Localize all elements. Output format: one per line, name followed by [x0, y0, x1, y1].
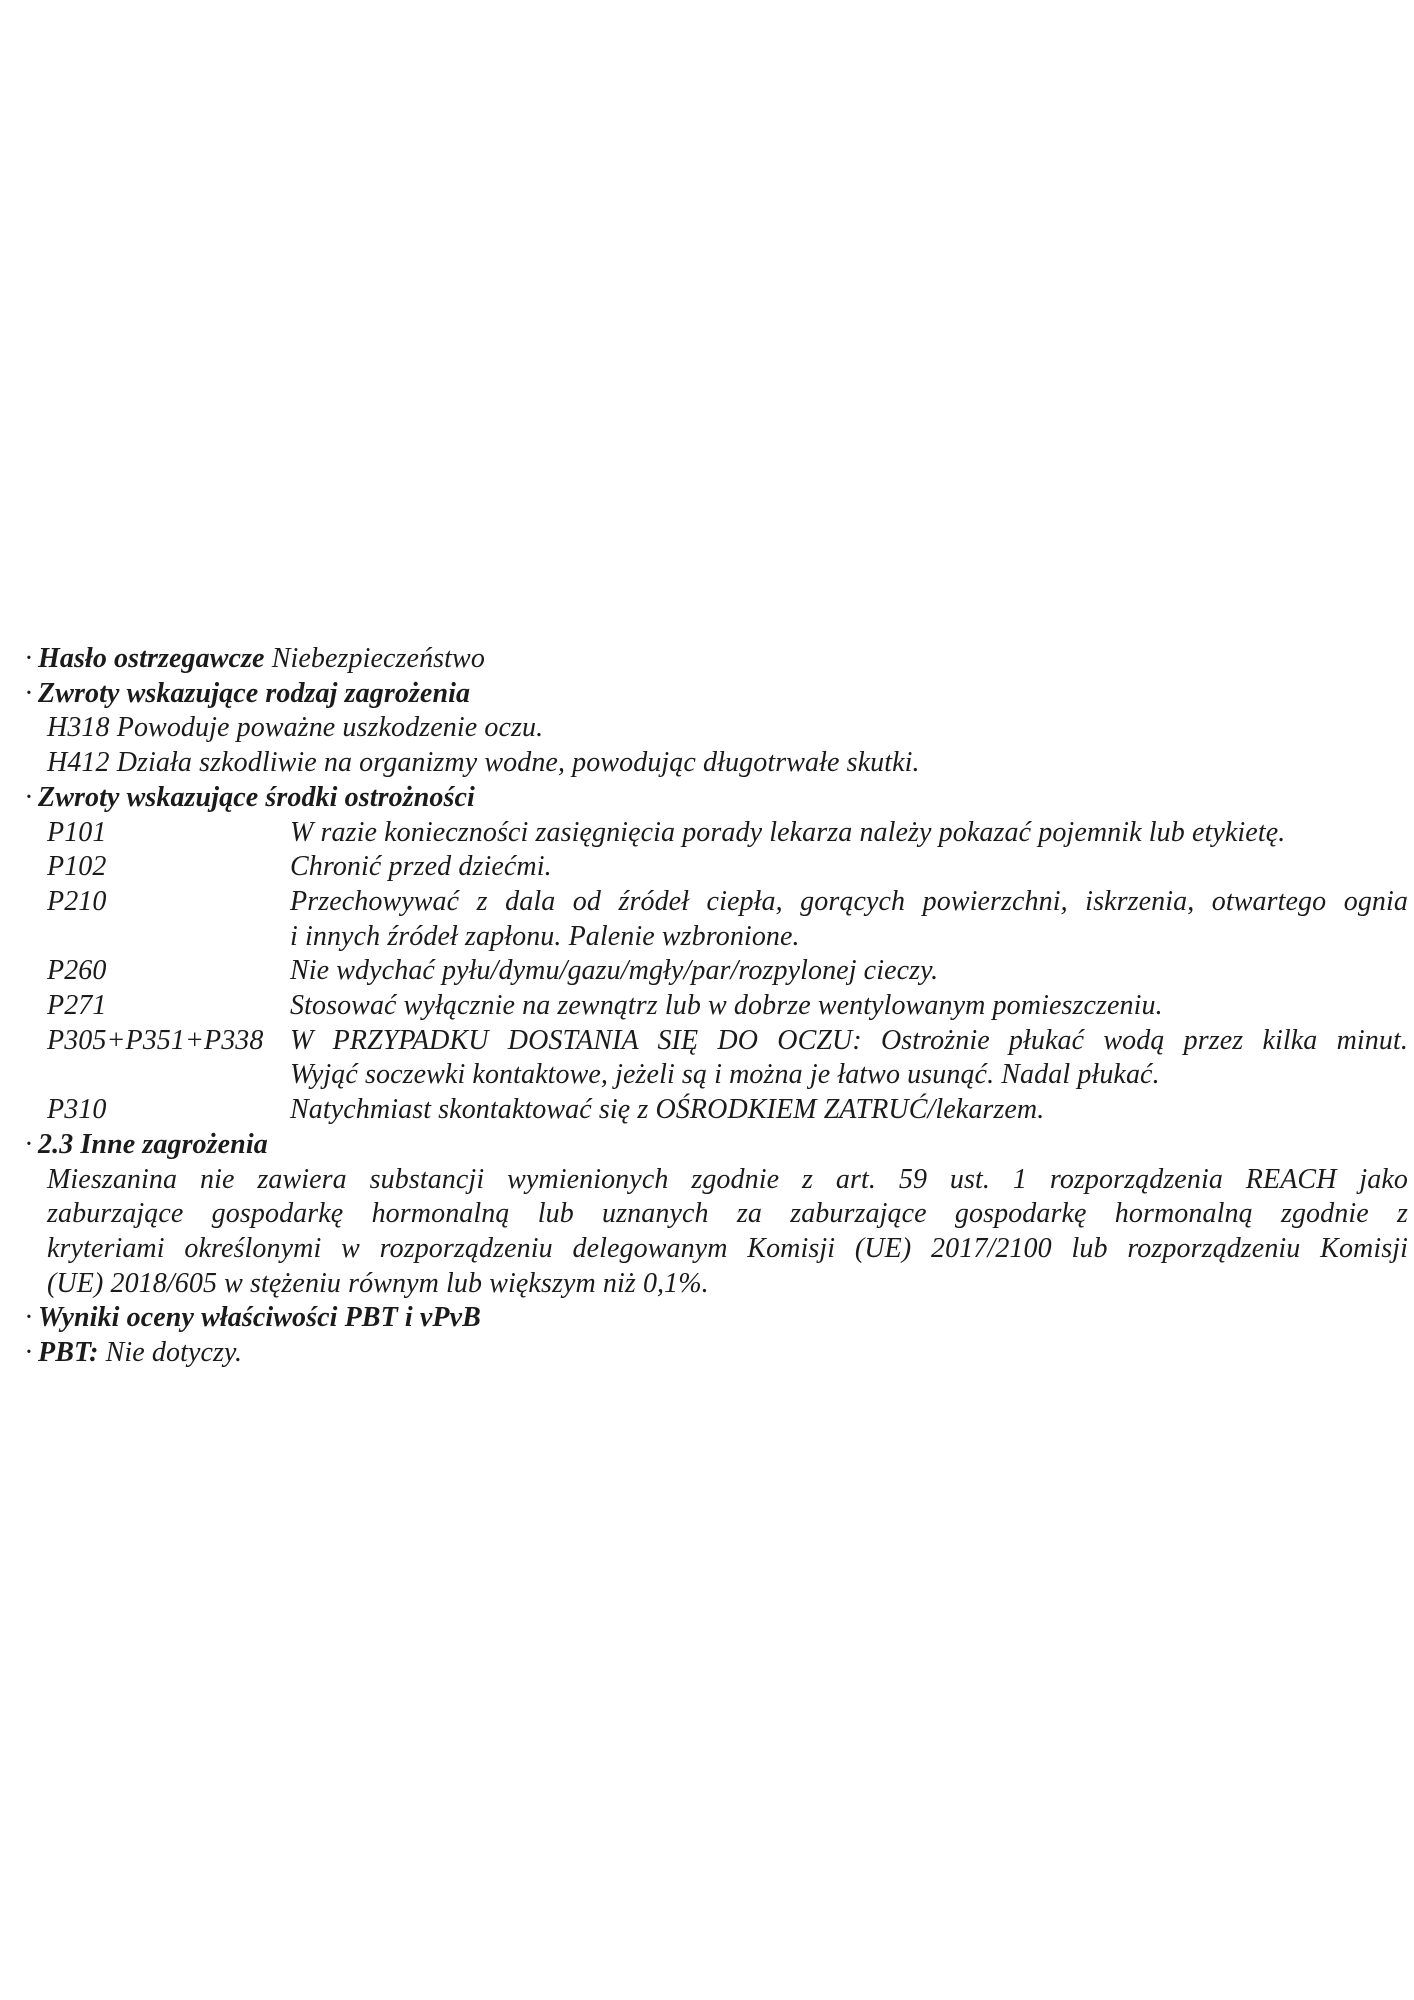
precautionary-text-line: Wyjąć soczewki kontaktowe, jeżeli są i można je łatwo usunąć. Nadal płukać.	[290, 1059, 1160, 1091]
precautionary-text	[290, 850, 1408, 885]
pbt-label: PBT:	[38, 1337, 99, 1369]
precautionary-code: P310	[47, 1094, 107, 1126]
heading-text: Wyniki oceny właściwości PBT i vPvB	[38, 1302, 481, 1334]
precautionary-row	[47, 1024, 1408, 1093]
precautionary-row	[47, 885, 1408, 954]
precautionary-text-line: Natychmiast skontaktować się z OŚRODKIEM ZATRUĆ/lekarzem.	[290, 1094, 1045, 1126]
other-hazards-paragraph	[47, 1163, 1408, 1302]
precautionary-code: P271	[47, 990, 107, 1022]
precautionary-row	[47, 989, 1408, 1024]
hazard-text: Działa szkodliwie na organizmy wodne, powodując długotrwałe skutki.	[116, 747, 920, 779]
bullet-dot: ·	[25, 677, 33, 709]
other-hazards-heading	[0, 1128, 1408, 1163]
precautionary-statements-heading	[0, 781, 1408, 816]
precautionary-code: P101	[47, 816, 107, 848]
bullet-dot: ·	[25, 643, 33, 674]
precautionary-text-line: Chronić przed dziećmi.	[290, 851, 552, 883]
precautionary-code: P260	[47, 955, 107, 987]
heading-text: 2.3 Inne zagrożenia	[38, 1128, 268, 1160]
precautionary-text-line: W PRZYPADKU DOSTANIA SIĘ DO OCZU: Ostrożnie płukać wodą przez kilka minut.	[290, 1024, 1408, 1056]
precautionary-code: P102	[47, 851, 107, 883]
paragraph-line: zaburzające gospodarkę hormonalną lub uznanych za zaburzające gospodarkę hormonalną zgodnie z	[47, 1198, 1408, 1230]
bullet-dot: ·	[25, 1302, 33, 1334]
signal-word-value: Niebezpieczeństwo	[271, 643, 485, 674]
hazard-statement-row	[47, 746, 1408, 781]
bullet-dot: ·	[25, 1128, 33, 1160]
precautionary-text-line: Stosować wyłącznie na zewnątrz lub w dobrze wentylowanym pomieszczeniu.	[290, 990, 1163, 1022]
bullet-dot: ·	[25, 1337, 33, 1369]
hazard-code: H412	[47, 747, 110, 779]
precautionary-text-line: Przechowywać z dala od źródeł ciepła, gorących powierzchni, iskrzenia, otwartego ognia	[290, 885, 1408, 917]
document-page	[0, 642, 1414, 1371]
heading-text: Zwroty wskazujące środki ostrożności	[38, 781, 475, 813]
precautionary-text	[290, 816, 1408, 851]
pbt-result-line	[0, 1336, 1408, 1371]
precautionary-text-line: W razie konieczności zasięgnięcia porady lekarza należy pokazać pojemnik lub etykietę.	[290, 816, 1286, 848]
signal-word-line	[0, 642, 1408, 677]
precautionary-code: P305+P351+P338	[47, 1024, 264, 1056]
precautionary-text-line: i innych źródeł zapłonu. Palenie wzbronione.	[290, 920, 800, 952]
pbt-assessment-heading	[0, 1301, 1408, 1336]
hazard-statement-row	[47, 711, 1408, 746]
hazard-text: Powoduje poważne uszkodzenie oczu.	[116, 712, 544, 744]
precautionary-row	[47, 850, 1408, 885]
precautionary-text	[290, 885, 1408, 954]
precautionary-text	[290, 1093, 1408, 1128]
precautionary-text	[290, 1024, 1408, 1093]
bullet-dot: ·	[25, 781, 33, 813]
precautionary-row	[47, 954, 1408, 989]
precautionary-row	[47, 816, 1408, 851]
hazard-code: H318	[47, 712, 110, 744]
signal-word-label: Hasło ostrzegawcze	[38, 643, 265, 674]
paragraph-line: kryteriami określonymi w rozporządzeniu delegowanym Komisji (UE) 2017/2100 lub rozporządzeniu Komisji	[47, 1232, 1408, 1264]
precautionary-text	[290, 954, 1408, 989]
precautionary-text	[290, 989, 1408, 1024]
precautionary-text-line: Nie wdychać pyłu/dymu/gazu/mgły/par/rozpylonej cieczy.	[290, 955, 939, 987]
hazard-statements-heading	[0, 677, 1408, 712]
heading-text: Zwroty wskazujące rodzaj zagrożenia	[38, 677, 471, 709]
paragraph-line: Mieszanina nie zawiera substancji wymienionych zgodnie z art. 59 ust. 1 rozporządzenia REACH jako	[47, 1163, 1408, 1195]
precautionary-row	[47, 1093, 1408, 1128]
precautionary-code: P210	[47, 885, 107, 917]
paragraph-line: (UE) 2018/605 w stężeniu równym lub większym niż 0,1%.	[47, 1267, 709, 1299]
pbt-value: Nie dotyczy.	[105, 1337, 243, 1369]
